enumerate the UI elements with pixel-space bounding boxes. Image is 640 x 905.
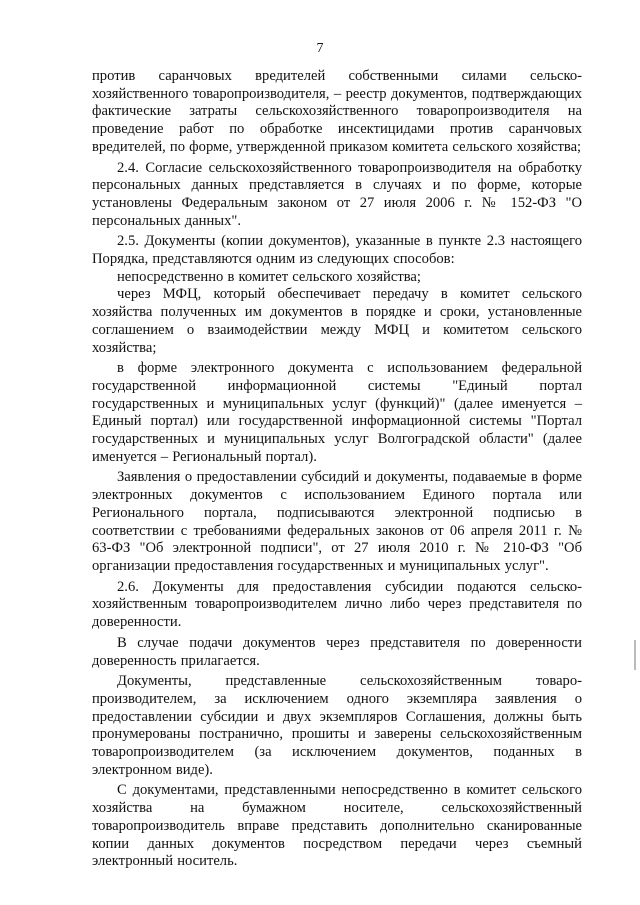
- paragraph-power-of-attorney: В случае подачи документов через представителя по доверенности доверенность прилагается.: [92, 634, 582, 669]
- document-body: [92, 68, 582, 871]
- paragraph-2-4: 2.4. Согласие сельскохозяйственного товаропроизводителя на обработку персональных данных представляется в случаях и по форме, которые установлены Федеральным законом от 27 июля 2006 г. № 152-ФЗ "О персональных данных".: [92, 159, 582, 229]
- paragraph-method-electronic: в форме электронного документа с использованием федеральной государственной информационной системы "Единый портал государственных и муниципальных услуг (функций)" (далее именуется – Единый портал) или государственной информационной системы "Портал государственных и муниципальных услуг Волгоградской области" (далее именуется – Региональный портал).: [92, 360, 582, 465]
- page-number: 7: [316, 41, 324, 56]
- paragraph-electronic-signature: Заявления о предоставлении субсидий и документы, подаваемые в форме электронных документов с использованием Единого портала или Регионального портала, подписываются электронной подписью в соответствии с требованиями федеральных законов от 06 апреля 2011 г. № 63-ФЗ "Об электронной подписи", от 27 июля 2010 г. № 210-ФЗ "Об организации предоставления государственных и муниципальных услуг".: [92, 469, 582, 574]
- paragraph-continuation: против саранчовых вредителей собственными силами сельско-хозяйственного товаропроизводителя, – реестр документов, подтверждающих фактические затраты сельскохозяйственного товаропроизводителя на проведение работ по обработке инсектицидами против саранчовых вредителей, по форме, утвержденной приказом комитета сельского хозяйства;: [92, 68, 582, 155]
- paragraph-method-direct: непосредственно в комитет сельского хозяйства;: [117, 268, 421, 285]
- paragraph-scanned-copies: С документами, представленными непосредственно в комитет сельского хозяйства на бумажном носителе, сельскохозяйственный товаропроизводитель вправе представить дополнительно сканированные копии данных документов посредством передачи через съемный электронный носитель.: [92, 782, 582, 870]
- paragraph-2-5: 2.5. Документы (копии документов), указанные в пункте 2.3 настоящего Порядка, представляются одним из следующих способов:: [92, 233, 582, 268]
- paragraph-method-mfc: через МФЦ, который обеспечивает передачу в комитет сельского хозяйства полученных им документов в порядке и сроки, установленные соглашением о взаимодействии между МФЦ и комитетом сельского хозяйства;: [92, 286, 582, 356]
- paragraph-2-6: 2.6. Документы для предоставления субсидии подаются сельско-хозяйственным товаропроизводителем лично либо через представителя по доверенности.: [92, 578, 582, 631]
- scan-edge-mark: [634, 640, 636, 670]
- paragraph-document-numbering: Документы, представленные сельскохозяйственным товаро-производителем, за исключением одного экземпляра заявления о предоставлении субсидии и двух экземпляров Соглашения, должны быть пронумерованы постранично, прошиты и заверены сельскохозяйственным товаропроизводителем (за исключением документов, поданных в электронном виде).: [92, 673, 582, 778]
